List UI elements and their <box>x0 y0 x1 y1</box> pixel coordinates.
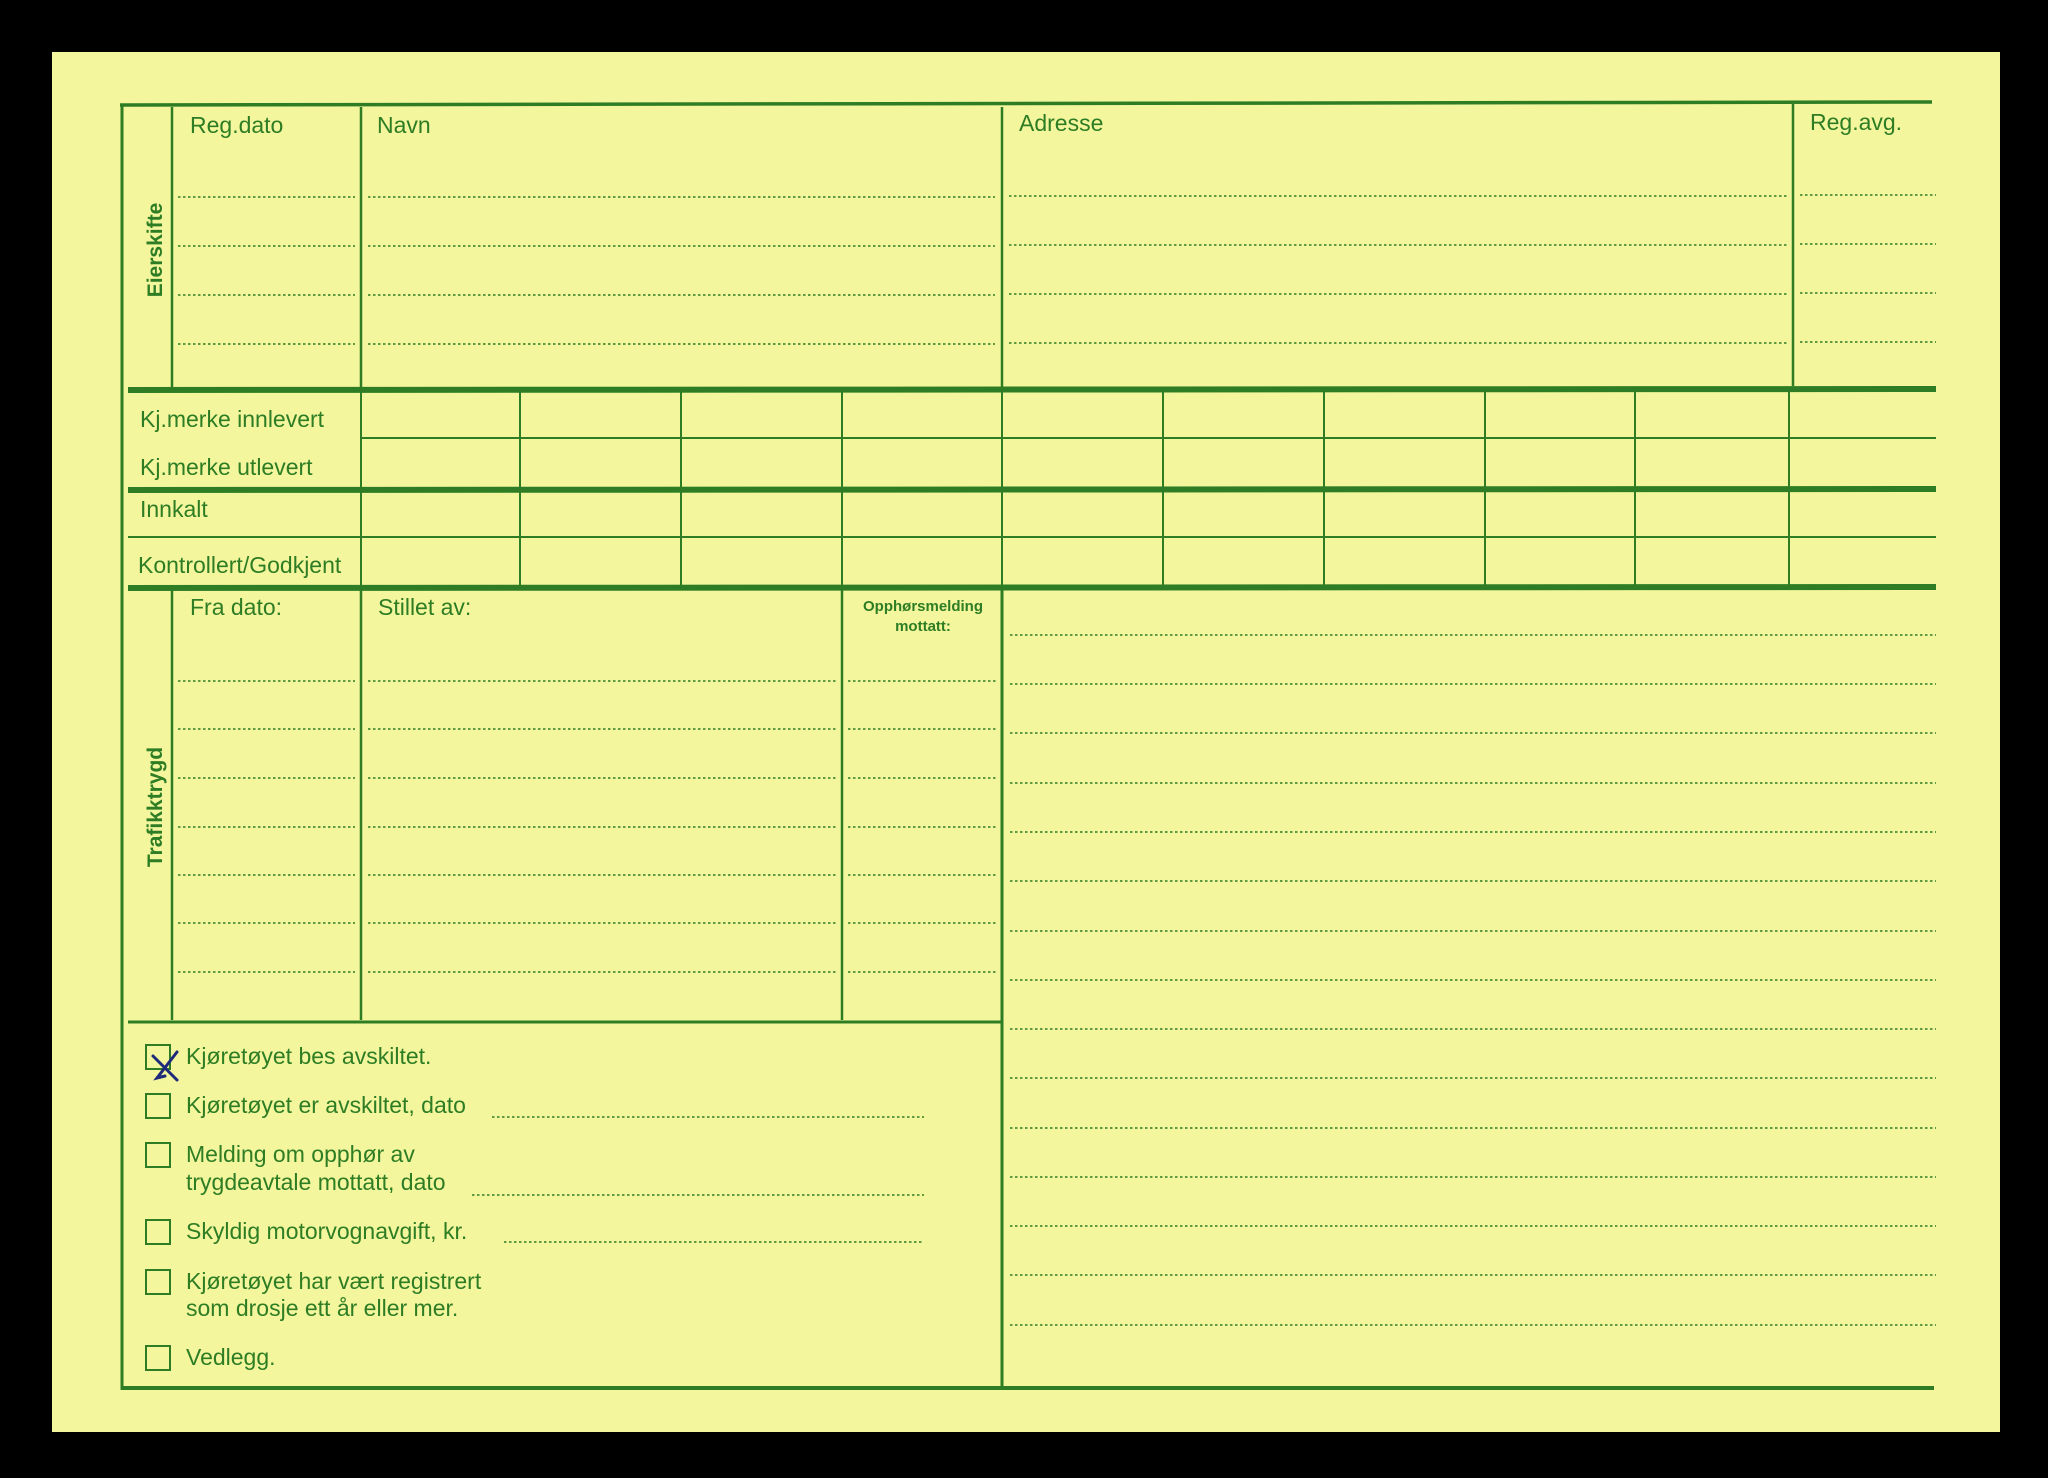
adresse-header: Adresse <box>1019 110 1104 136</box>
checklist-item-6-label: Vedlegg. <box>186 1344 276 1370</box>
registration-card <box>52 52 2000 1432</box>
checklist-item-4-label: Skyldig motorvognavgift, kr. <box>186 1218 468 1244</box>
checkbox-vedlegg[interactable] <box>145 1345 171 1371</box>
opphorsmelding-line2: mottatt: <box>895 618 951 635</box>
reg-avg-header: Reg.avg. <box>1810 109 1903 135</box>
stillet-av-header: Stillet av: <box>378 594 472 620</box>
checkbox-er-avskiltet[interactable] <box>145 1093 171 1119</box>
checkbox-drosje[interactable] <box>145 1269 171 1295</box>
opphorsmelding-line1: Opphørsmelding <box>863 598 983 615</box>
kj-merke-utlevert-label: Kj.merke utlevert <box>140 454 313 480</box>
checklist-item-1-label: Kjøretøyet bes avskiltet. <box>186 1043 432 1069</box>
trafikktrygd-side-label: Trafikktrygd <box>144 746 167 868</box>
reg-dato-header: Reg.dato <box>190 112 284 138</box>
innkalt-label: Innkalt <box>140 496 208 522</box>
checklist-item-5-line1: Kjøretøyet har vært registrert <box>186 1268 482 1294</box>
eierskifte-side-label: Eierskifte <box>144 202 167 298</box>
fra-dato-header: Fra dato: <box>190 594 283 620</box>
checklist-item-5-line2: som drosje ett år eller mer. <box>186 1295 459 1321</box>
navn-header: Navn <box>377 112 431 138</box>
checklist-item-3-line1: Melding om opphør av <box>186 1141 415 1167</box>
checklist-item-2-label: Kjøretøyet er avskiltet, dato <box>186 1092 466 1118</box>
checkbox-skyldig-avgift[interactable] <box>145 1219 171 1245</box>
opphorsmelding-header <box>848 597 998 637</box>
checkbox-bes-avskiltet[interactable] <box>145 1044 171 1070</box>
kj-merke-innlevert-label: Kj.merke innlevert <box>140 406 325 432</box>
checklist-item-3-line2: trygdeavtale mottatt, dato <box>186 1169 446 1195</box>
checkbox-melding-opphor[interactable] <box>145 1142 171 1168</box>
kontrollert-godkjent-label: Kontrollert/Godkjent <box>138 552 342 578</box>
